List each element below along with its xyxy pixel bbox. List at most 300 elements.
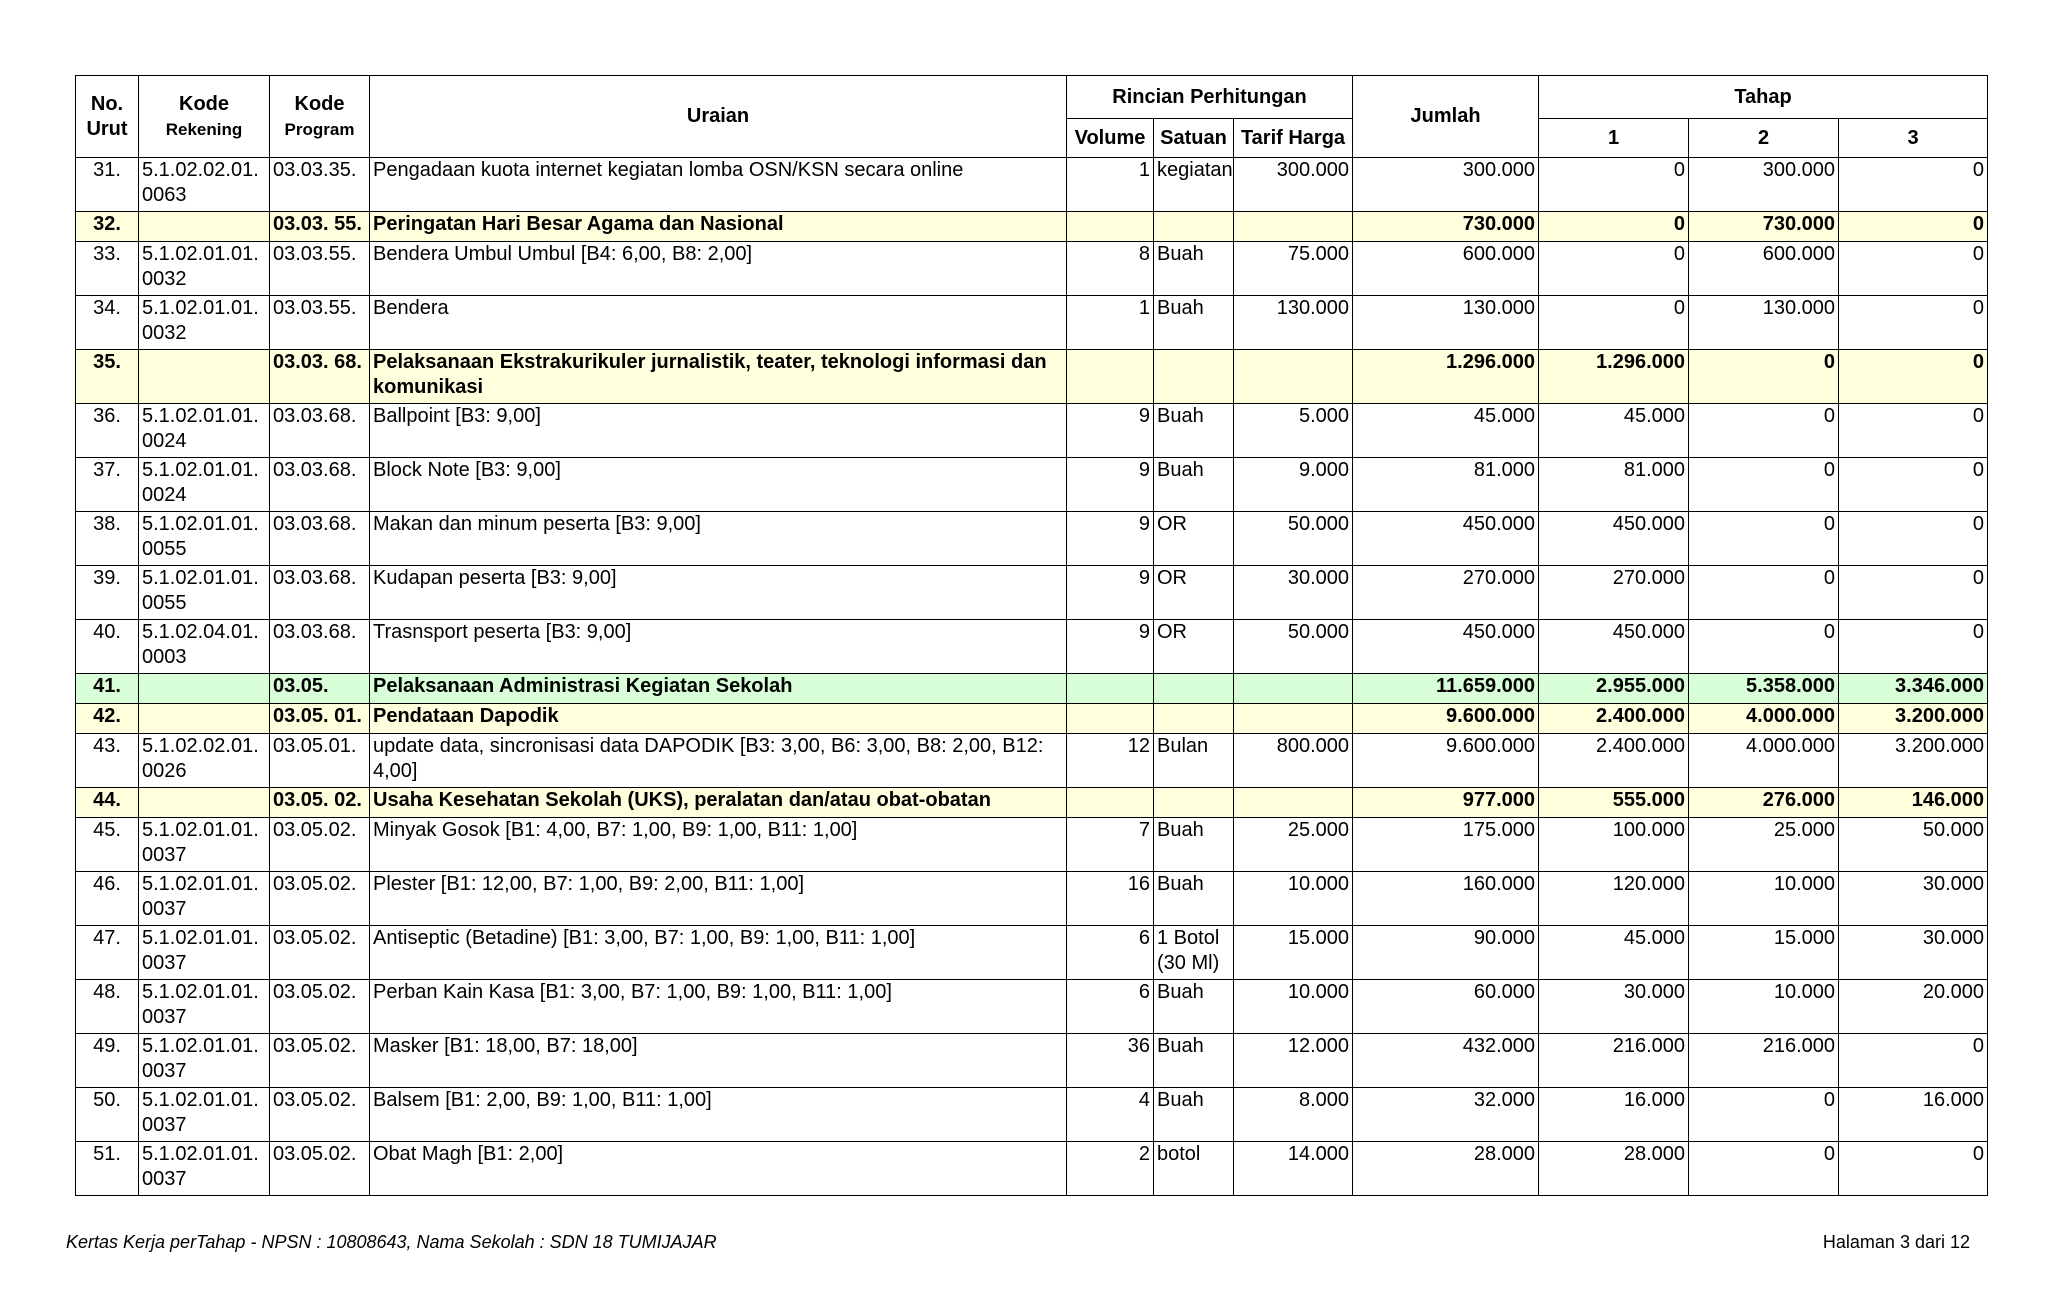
cell-tahap-2: 0 (1689, 1142, 1839, 1196)
cell-tahap-1: 216.000 (1539, 1034, 1689, 1088)
cell-tarif-harga (1234, 788, 1353, 818)
cell-kode-program: 03.05.02. (270, 1034, 370, 1088)
cell-tarif-harga: 14.000 (1234, 1142, 1353, 1196)
cell-kode-program: 03.05.02. (270, 926, 370, 980)
cell-volume: 6 (1067, 980, 1154, 1034)
kode-rekening-line-1: 5.1.02.01.01. (142, 1089, 259, 1111)
cell-kode-program: 03.03.68. (270, 404, 370, 458)
cell-tahap-2: 730.000 (1689, 212, 1839, 242)
cell-volume (1067, 212, 1154, 242)
cell-tahap-3: 0 (1839, 1142, 1988, 1196)
kode-rekening-line-2: 0037 (142, 952, 187, 974)
budget-table (75, 75, 1988, 1196)
cell-tahap-1: 2.400.000 (1539, 704, 1689, 734)
cell-kode-program: 03.03.68. (270, 566, 370, 620)
cell-volume: 2 (1067, 1142, 1154, 1196)
kode-rekening-line-1: 5.1.02.01.01. (142, 459, 259, 481)
cell-tahap-3: 0 (1839, 350, 1988, 404)
cell-tarif-harga: 10.000 (1234, 980, 1353, 1034)
cell-kode-rekening (139, 788, 270, 818)
cell-no-urut: 38. (76, 512, 139, 566)
cell-no-urut: 41. (76, 674, 139, 704)
cell-tahap-1: 1.296.000 (1539, 350, 1689, 404)
cell-satuan: OR (1154, 620, 1234, 674)
cell-satuan (1154, 212, 1234, 242)
cell-tahap-1: 100.000 (1539, 818, 1689, 872)
header-tahap-1: 1 (1539, 119, 1689, 158)
cell-volume: 36 (1067, 1034, 1154, 1088)
cell-kode-program: 03.03.55. (270, 242, 370, 296)
cell-tahap-3: 3.200.000 (1839, 704, 1988, 734)
cell-kode-rekening (139, 872, 270, 926)
cell-satuan: Buah (1154, 980, 1234, 1034)
cell-satuan: kegiatan (1154, 158, 1234, 212)
cell-volume: 16 (1067, 872, 1154, 926)
cell-tahap-1: 270.000 (1539, 566, 1689, 620)
kode-rekening-line-2: 0037 (142, 844, 187, 866)
cell-tarif-harga: 800.000 (1234, 734, 1353, 788)
cell-uraian: Makan dan minum peserta [B3: 9,00] (370, 512, 1067, 566)
kode-rekening-line-1: 5.1.02.01.01. (142, 873, 259, 895)
cell-uraian: Trasnsport peserta [B3: 9,00] (370, 620, 1067, 674)
cell-kode-rekening (139, 404, 270, 458)
cell-kode-program: 03.03.68. (270, 458, 370, 512)
header-rincian: Rincian Perhitungan (1067, 76, 1353, 119)
cell-tahap-1: 45.000 (1539, 926, 1689, 980)
cell-uraian: Minyak Gosok [B1: 4,00, B7: 1,00, B9: 1,00, B11: 1,00] (370, 818, 1067, 872)
cell-no-urut: 33. (76, 242, 139, 296)
cell-uraian: Kudapan peserta [B3: 9,00] (370, 566, 1067, 620)
cell-no-urut: 36. (76, 404, 139, 458)
kode-rekening-line-2: 0026 (142, 760, 187, 782)
cell-kode-rekening (139, 1088, 270, 1142)
cell-kode-program: 03.05. 01. (270, 704, 370, 734)
cell-volume (1067, 788, 1154, 818)
cell-jumlah: 32.000 (1353, 1088, 1539, 1142)
cell-tahap-2: 0 (1689, 458, 1839, 512)
cell-tahap-3: 20.000 (1839, 980, 1988, 1034)
cell-kode-rekening (139, 296, 270, 350)
cell-tahap-1: 450.000 (1539, 512, 1689, 566)
cell-jumlah: 432.000 (1353, 1034, 1539, 1088)
kode-rekening-line-2: 0055 (142, 538, 187, 560)
cell-tahap-3: 50.000 (1839, 818, 1988, 872)
cell-tahap-3: 0 (1839, 512, 1988, 566)
cell-uraian: Block Note [B3: 9,00] (370, 458, 1067, 512)
cell-kode-program: 03.03.68. (270, 512, 370, 566)
cell-tahap-1: 450.000 (1539, 620, 1689, 674)
cell-uraian: Plester [B1: 12,00, B7: 1,00, B9: 2,00, B11: 1,00] (370, 872, 1067, 926)
cell-tarif-harga (1234, 674, 1353, 704)
cell-uraian: Antiseptic (Betadine) [B1: 3,00, B7: 1,00, B9: 1,00, B11: 1,00] (370, 926, 1067, 980)
table-row (76, 404, 1988, 458)
cell-tarif-harga (1234, 350, 1353, 404)
cell-uraian: Pengadaan kuota internet kegiatan lomba OSN/KSN secara online (370, 158, 1067, 212)
cell-jumlah: 977.000 (1353, 788, 1539, 818)
table-row (76, 1142, 1988, 1196)
cell-jumlah: 1.296.000 (1353, 350, 1539, 404)
cell-kode-rekening (139, 212, 270, 242)
cell-uraian: Peringatan Hari Besar Agama dan Nasional (370, 212, 1067, 242)
table-row (76, 926, 1988, 980)
cell-uraian: Balsem [B1: 2,00, B9: 1,00, B11: 1,00] (370, 1088, 1067, 1142)
cell-kode-rekening (139, 980, 270, 1034)
header-tahap-2: 2 (1689, 119, 1839, 158)
cell-tahap-2: 300.000 (1689, 158, 1839, 212)
cell-kode-rekening (139, 674, 270, 704)
cell-jumlah: 60.000 (1353, 980, 1539, 1034)
cell-uraian: Pelaksanaan Administrasi Kegiatan Sekolah (370, 674, 1067, 704)
cell-tahap-3: 0 (1839, 566, 1988, 620)
cell-tahap-2: 4.000.000 (1689, 734, 1839, 788)
cell-no-urut: 39. (76, 566, 139, 620)
cell-jumlah: 130.000 (1353, 296, 1539, 350)
kode-rekening-line-1: 5.1.02.01.01. (142, 405, 259, 427)
cell-kode-rekening (139, 458, 270, 512)
cell-tahap-1: 0 (1539, 158, 1689, 212)
kode-rekening-line-1: 5.1.02.01.01. (142, 819, 259, 841)
cell-tahap-2: 216.000 (1689, 1034, 1839, 1088)
cell-tarif-harga: 5.000 (1234, 404, 1353, 458)
cell-uraian: Masker [B1: 18,00, B7: 18,00] (370, 1034, 1067, 1088)
cell-tahap-2: 10.000 (1689, 872, 1839, 926)
cell-tahap-3: 0 (1839, 212, 1988, 242)
cell-uraian: Bendera Umbul Umbul [B4: 6,00, B8: 2,00] (370, 242, 1067, 296)
cell-tarif-harga (1234, 704, 1353, 734)
cell-uraian: Perban Kain Kasa [B1: 3,00, B7: 1,00, B9: 1,00, B11: 1,00] (370, 980, 1067, 1034)
cell-uraian: Obat Magh [B1: 2,00] (370, 1142, 1067, 1196)
cell-satuan: Buah (1154, 458, 1234, 512)
cell-tahap-2: 0 (1689, 512, 1839, 566)
cell-satuan: Buah (1154, 296, 1234, 350)
cell-no-urut: 32. (76, 212, 139, 242)
cell-tahap-2: 10.000 (1689, 980, 1839, 1034)
footer-page-number: Halaman 3 dari 12 (1822, 1232, 1970, 1252)
cell-kode-rekening (139, 242, 270, 296)
cell-jumlah: 90.000 (1353, 926, 1539, 980)
cell-tahap-1: 30.000 (1539, 980, 1689, 1034)
kode-rekening-line-1: 5.1.02.02.01. (142, 735, 259, 757)
cell-jumlah: 9.600.000 (1353, 734, 1539, 788)
cell-volume: 9 (1067, 566, 1154, 620)
header-jumlah: Jumlah (1353, 76, 1539, 158)
table-row (76, 1088, 1988, 1142)
header-satuan: Satuan (1154, 119, 1234, 158)
cell-tahap-3: 16.000 (1839, 1088, 1988, 1142)
cell-tahap-1: 120.000 (1539, 872, 1689, 926)
table-row (76, 980, 1988, 1034)
cell-tahap-2: 600.000 (1689, 242, 1839, 296)
kode-rekening-line-2: 0003 (142, 646, 187, 668)
cell-tahap-1: 555.000 (1539, 788, 1689, 818)
cell-kode-program: 03.05.02. (270, 1142, 370, 1196)
header-tahap-3: 3 (1839, 119, 1988, 158)
cell-jumlah: 270.000 (1353, 566, 1539, 620)
kode-rekening-line-2: 0024 (142, 430, 187, 452)
cell-satuan (1154, 788, 1234, 818)
cell-uraian: Bendera (370, 296, 1067, 350)
cell-jumlah: 28.000 (1353, 1142, 1539, 1196)
table-row (76, 212, 1988, 242)
table-row (76, 458, 1988, 512)
cell-tahap-2: 0 (1689, 404, 1839, 458)
cell-tahap-2: 130.000 (1689, 296, 1839, 350)
kode-rekening-line-2: 0055 (142, 592, 187, 614)
cell-tahap-3: 30.000 (1839, 926, 1988, 980)
cell-tahap-2: 0 (1689, 350, 1839, 404)
kode-rekening-line-2: 0037 (142, 1168, 187, 1190)
cell-tarif-harga: 25.000 (1234, 818, 1353, 872)
cell-kode-program: 03.03.68. (270, 620, 370, 674)
table-row (76, 350, 1988, 404)
cell-uraian: Pendataan Dapodik (370, 704, 1067, 734)
kode-rekening-line-2: 0037 (142, 898, 187, 920)
cell-kode-rekening (139, 158, 270, 212)
cell-no-urut: 42. (76, 704, 139, 734)
cell-tahap-1: 0 (1539, 296, 1689, 350)
cell-jumlah: 175.000 (1353, 818, 1539, 872)
cell-no-urut: 48. (76, 980, 139, 1034)
cell-uraian: Ballpoint [B3: 9,00] (370, 404, 1067, 458)
cell-volume: 9 (1067, 512, 1154, 566)
cell-satuan: Buah (1154, 818, 1234, 872)
cell-volume: 1 (1067, 158, 1154, 212)
cell-kode-program: 03.05.01. (270, 734, 370, 788)
cell-tahap-2: 0 (1689, 1088, 1839, 1142)
cell-tahap-3: 3.346.000 (1839, 674, 1988, 704)
kode-rekening-line-1: 5.1.02.01.01. (142, 927, 259, 949)
cell-jumlah: 450.000 (1353, 512, 1539, 566)
cell-tahap-2: 4.000.000 (1689, 704, 1839, 734)
cell-kode-program: 03.03. 68. (270, 350, 370, 404)
cell-tahap-1: 28.000 (1539, 1142, 1689, 1196)
cell-satuan (1154, 674, 1234, 704)
cell-tahap-1: 81.000 (1539, 458, 1689, 512)
table-row (76, 1034, 1988, 1088)
cell-tarif-harga: 50.000 (1234, 620, 1353, 674)
cell-satuan: OR (1154, 512, 1234, 566)
header-tarif-harga: Tarif Harga (1234, 119, 1353, 158)
cell-tahap-3: 0 (1839, 242, 1988, 296)
kode-rekening-line-2: 0037 (142, 1114, 187, 1136)
table-row (76, 296, 1988, 350)
header-tahap: Tahap (1539, 76, 1988, 119)
cell-tahap-1: 0 (1539, 242, 1689, 296)
cell-tahap-1: 2.400.000 (1539, 734, 1689, 788)
table-row (76, 704, 1988, 734)
cell-satuan: Buah (1154, 1088, 1234, 1142)
cell-tarif-harga: 50.000 (1234, 512, 1353, 566)
kode-rekening-line-1: 5.1.02.01.01. (142, 243, 259, 265)
cell-jumlah: 45.000 (1353, 404, 1539, 458)
kode-rekening-line-2: 0032 (142, 322, 187, 344)
cell-uraian: Pelaksanaan Ekstrakurikuler jurnalistik, teater, teknologi informasi dan komunikasi (370, 350, 1067, 404)
cell-volume: 6 (1067, 926, 1154, 980)
header-kode-program: Kode Program (270, 76, 370, 158)
cell-tarif-harga: 30.000 (1234, 566, 1353, 620)
cell-jumlah: 450.000 (1353, 620, 1539, 674)
kode-rekening-line-1: 5.1.02.01.01. (142, 513, 259, 535)
cell-kode-program: 03.03.55. (270, 296, 370, 350)
table-row (76, 788, 1988, 818)
footer-document-info: Kertas Kerja perTahap - NPSN : 10808643, Nama Sekolah : SDN 18 TUMIJAJAR (66, 1232, 717, 1252)
cell-kode-program: 03.05.02. (270, 1088, 370, 1142)
cell-tarif-harga: 10.000 (1234, 872, 1353, 926)
cell-kode-program: 03.03.35. (270, 158, 370, 212)
kode-rekening-line-1: 5.1.02.01.01. (142, 981, 259, 1003)
cell-tahap-1: 2.955.000 (1539, 674, 1689, 704)
cell-tahap-3: 0 (1839, 404, 1988, 458)
cell-no-urut: 34. (76, 296, 139, 350)
kode-rekening-line-2: 0024 (142, 484, 187, 506)
cell-kode-rekening (139, 734, 270, 788)
cell-tahap-3: 30.000 (1839, 872, 1988, 926)
cell-no-urut: 37. (76, 458, 139, 512)
cell-tarif-harga: 300.000 (1234, 158, 1353, 212)
cell-kode-program: 03.03. 55. (270, 212, 370, 242)
cell-tahap-3: 0 (1839, 620, 1988, 674)
cell-tahap-2: 25.000 (1689, 818, 1839, 872)
cell-satuan (1154, 704, 1234, 734)
header-kode-rekening: Kode Rekening (139, 76, 270, 158)
cell-tarif-harga: 12.000 (1234, 1034, 1353, 1088)
cell-volume: 12 (1067, 734, 1154, 788)
cell-tahap-1: 45.000 (1539, 404, 1689, 458)
kode-rekening-line-2: 0032 (142, 268, 187, 290)
cell-tahap-1: 0 (1539, 212, 1689, 242)
cell-satuan: Buah (1154, 1034, 1234, 1088)
cell-kode-program: 03.05.02. (270, 980, 370, 1034)
cell-uraian: Usaha Kesehatan Sekolah (UKS), peralatan dan/atau obat-obatan (370, 788, 1067, 818)
cell-volume: 4 (1067, 1088, 1154, 1142)
cell-no-urut: 31. (76, 158, 139, 212)
cell-tarif-harga: 130.000 (1234, 296, 1353, 350)
cell-volume (1067, 704, 1154, 734)
cell-kode-program: 03.05.02. (270, 872, 370, 926)
cell-kode-rekening (139, 350, 270, 404)
cell-tahap-3: 0 (1839, 458, 1988, 512)
cell-kode-rekening (139, 620, 270, 674)
cell-volume: 9 (1067, 620, 1154, 674)
kode-rekening-line-1: 5.1.02.01.01. (142, 567, 259, 589)
cell-no-urut: 51. (76, 1142, 139, 1196)
cell-uraian: update data, sincronisasi data DAPODIK [B3: 3,00, B6: 3,00, B8: 2,00, B12: 4,00] (370, 734, 1067, 788)
table-row (76, 512, 1988, 566)
kode-rekening-line-2: 0063 (142, 184, 187, 206)
cell-kode-rekening (139, 1142, 270, 1196)
cell-satuan: botol (1154, 1142, 1234, 1196)
table-row (76, 158, 1988, 212)
cell-volume: 8 (1067, 242, 1154, 296)
cell-kode-rekening (139, 926, 270, 980)
table-body (76, 158, 1988, 1196)
cell-no-urut: 44. (76, 788, 139, 818)
kode-rekening-line-1: 5.1.02.01.01. (142, 1143, 259, 1165)
table-row (76, 818, 1988, 872)
cell-tahap-2: 0 (1689, 566, 1839, 620)
cell-satuan: Buah (1154, 404, 1234, 458)
cell-kode-rekening (139, 818, 270, 872)
cell-no-urut: 47. (76, 926, 139, 980)
table-row (76, 872, 1988, 926)
cell-tahap-1: 16.000 (1539, 1088, 1689, 1142)
cell-tahap-2: 15.000 (1689, 926, 1839, 980)
table-row (76, 620, 1988, 674)
cell-tarif-harga: 75.000 (1234, 242, 1353, 296)
cell-no-urut: 40. (76, 620, 139, 674)
cell-jumlah: 11.659.000 (1353, 674, 1539, 704)
cell-tahap-3: 3.200.000 (1839, 734, 1988, 788)
cell-kode-rekening (139, 1034, 270, 1088)
kode-rekening-line-2: 0037 (142, 1060, 187, 1082)
cell-no-urut: 50. (76, 1088, 139, 1142)
cell-kode-program: 03.05. 02. (270, 788, 370, 818)
cell-jumlah: 9.600.000 (1353, 704, 1539, 734)
cell-tahap-3: 146.000 (1839, 788, 1988, 818)
cell-volume: 9 (1067, 404, 1154, 458)
cell-kode-rekening (139, 704, 270, 734)
cell-satuan: Bulan (1154, 734, 1234, 788)
kode-rekening-line-1: 5.1.02.02.01. (142, 159, 259, 181)
kode-rekening-line-1: 5.1.02.01.01. (142, 1035, 259, 1057)
cell-volume: 1 (1067, 296, 1154, 350)
cell-tahap-2: 5.358.000 (1689, 674, 1839, 704)
cell-no-urut: 46. (76, 872, 139, 926)
cell-tarif-harga: 8.000 (1234, 1088, 1353, 1142)
cell-satuan: Buah (1154, 242, 1234, 296)
table-header (76, 76, 1988, 158)
cell-tahap-3: 0 (1839, 1034, 1988, 1088)
cell-volume: 7 (1067, 818, 1154, 872)
cell-tahap-3: 0 (1839, 158, 1988, 212)
cell-tarif-harga: 15.000 (1234, 926, 1353, 980)
cell-no-urut: 45. (76, 818, 139, 872)
cell-satuan (1154, 350, 1234, 404)
header-volume: Volume (1067, 119, 1154, 158)
cell-kode-program: 03.05. (270, 674, 370, 704)
cell-kode-program: 03.05.02. (270, 818, 370, 872)
cell-volume (1067, 674, 1154, 704)
cell-jumlah: 730.000 (1353, 212, 1539, 242)
cell-volume: 9 (1067, 458, 1154, 512)
cell-jumlah: 81.000 (1353, 458, 1539, 512)
cell-tarif-harga: 9.000 (1234, 458, 1353, 512)
cell-tahap-2: 276.000 (1689, 788, 1839, 818)
cell-volume (1067, 350, 1154, 404)
cell-kode-rekening (139, 566, 270, 620)
header-uraian: Uraian (370, 76, 1067, 158)
table-row (76, 242, 1988, 296)
kode-rekening-line-1: 5.1.02.04.01. (142, 621, 259, 643)
cell-no-urut: 43. (76, 734, 139, 788)
cell-tahap-3: 0 (1839, 296, 1988, 350)
kode-rekening-line-2: 0037 (142, 1006, 187, 1028)
kode-rekening-line-1: 5.1.02.01.01. (142, 297, 259, 319)
cell-tarif-harga (1234, 212, 1353, 242)
cell-satuan: OR (1154, 566, 1234, 620)
table-row (76, 674, 1988, 704)
table-row (76, 566, 1988, 620)
cell-kode-rekening (139, 512, 270, 566)
cell-jumlah: 300.000 (1353, 158, 1539, 212)
cell-jumlah: 600.000 (1353, 242, 1539, 296)
header-no-urut: No. Urut (76, 76, 139, 158)
cell-tahap-2: 0 (1689, 620, 1839, 674)
cell-jumlah: 160.000 (1353, 872, 1539, 926)
cell-satuan: 1 Botol (30 Ml) (1154, 926, 1234, 980)
cell-no-urut: 49. (76, 1034, 139, 1088)
table-row (76, 734, 1988, 788)
